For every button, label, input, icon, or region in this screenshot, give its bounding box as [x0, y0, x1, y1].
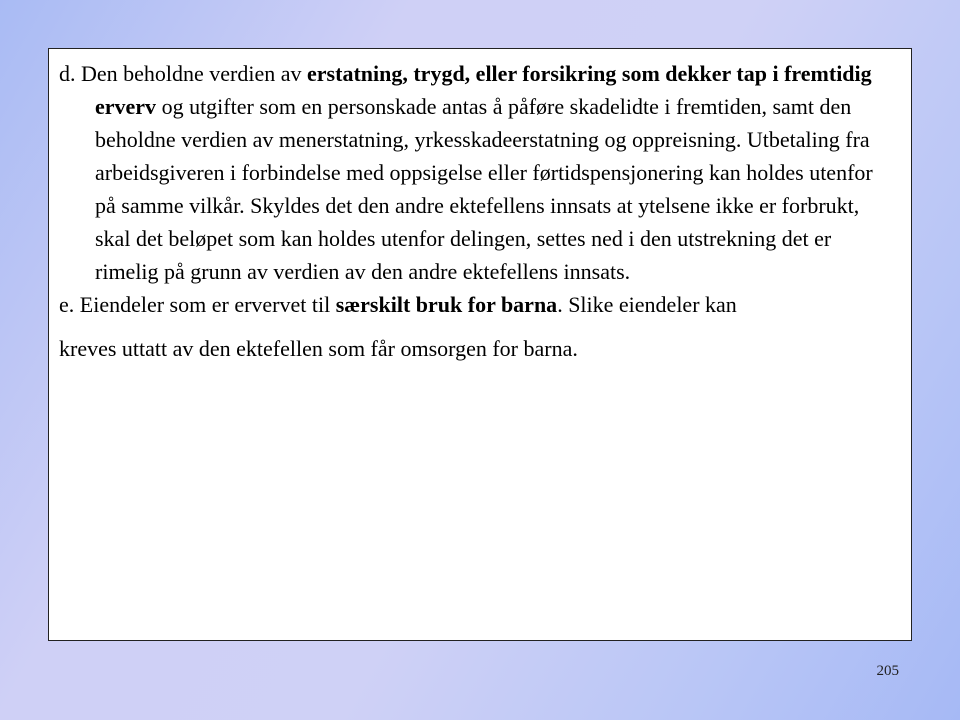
- list-item-e: [59, 288, 889, 365]
- item-e-prefix: e. Eiendeler som er ervervet til: [59, 292, 336, 317]
- item-e-continuation: kreves uttatt av den ektefellen som får omsorgen for barna.: [59, 336, 578, 361]
- item-d-bold-text: erstatning, trygd, eller forsikring som dekker tap i fremtidig erverv: [95, 61, 872, 119]
- slide-content-box: [48, 48, 912, 641]
- item-d-prefix: d. Den beholdne verdien av: [59, 61, 308, 86]
- item-d-rest: og utgifter som en personskade antas å påføre skadelidte i fremtiden, samt den beholdne verdien av menerstatning, yrkesskadeerstatning og oppreisning. Utbetaling fra arbeidsgiveren i forbindelse med oppsigelse eller førtidspensjonering kan holdes utenfor på samme vilkår. Skyldes det den andre ektefellens innsats at ytelsene ikke er forbrukt, skal det beløpet som kan holdes utenfor delingen, settes ned i den utstrekning det er rimelig på grunn av verdien av den andre ektefellens innsats.: [95, 94, 873, 284]
- item-e-bold-text: særskilt bruk for barna: [335, 292, 558, 317]
- page-number: 205: [876, 663, 899, 679]
- list-item-d: [59, 57, 889, 288]
- item-e-rest: . Slike eiendeler kan: [557, 292, 737, 317]
